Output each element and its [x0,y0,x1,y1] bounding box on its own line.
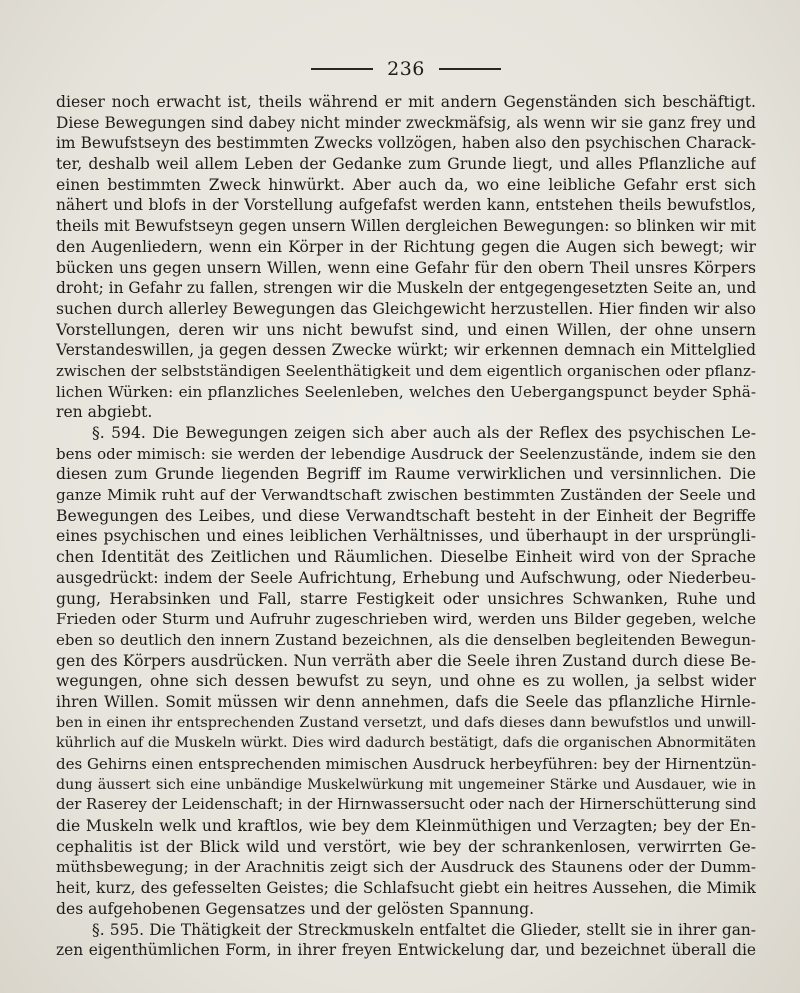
text-line: lichen Würken: ein pflanzliches Seelenleben, welches den Uebergangspunct beyder Sphä- [56,382,756,401]
text-line: heit, kurz, des gefesselten Geistes; die Schlafsucht giebt ein heitres Aussehen, die Mimik [56,879,756,898]
text-line: ter, deshalb weil allem Leben der Gedanke zum Grunde liegt, und alles Pflanzliche auf [56,155,756,174]
text-line: kührlich auf die Muskeln würkt. Dies wird dadurch bestätigt, dafs die organischen Abnormitäten [56,735,756,752]
text-line: Diese Bewegungen sind dabey nicht minder zweckmäfsig, als wenn wir sie ganz frey und [56,113,756,132]
text-line: eben so deutlich den innern Zustand bezeichnen, als die denselben begleitenden Bewegun- [56,630,756,649]
text-line: zen eigenthümlichen Form, in ihrer freyen Entwickelung dar, und bezeichnet überall die [56,941,756,960]
text-line: einen bestimmten Zweck hinwürkt. Aber auch da, wo eine leibliche Gefahr erst sich [56,175,756,194]
text-line: die Muskeln welk und kraftlos, wie bey dem Kleinmüthigen und Verzagten; bey der En- [56,817,756,836]
text-line: theils mit Bewufstseyn gegen unsern Willen dergleichen Bewegungen: so blinken wir mit [56,217,756,236]
text-line: eines psychischen und eines leiblichen Verhältnisses, und überhaupt in der ursprüngli- [56,527,756,546]
text-line: chen Identität des Zeitlichen und Räumlichen. Dieselbe Einheit wird von der Sprache [56,548,756,567]
header-rule-right [439,68,501,70]
text-line: diesen zum Grunde liegenden Begriff im Raume verwirklichen und versinnlichen. Die [56,465,756,484]
text-line: im Bewufstseyn des bestimmten Zwecks vollzögen, haben also den psychischen Charack- [56,134,756,153]
text-line: §. 595. Die Thätigkeit der Streckmuskeln entfaltet die Glieder, stellt sie in ihrer gan- [92,920,756,939]
text-line: Verstandeswillen, ja gegen dessen Zwecke würkt; wir erkennen demnach ein Mittelglied [56,341,756,360]
text-line: ren abgiebt. [56,403,153,422]
text-line: dung äussert sich eine unbändige Muskelwürkung mit ungemeiner Stärke und Ausdauer, wie in [56,776,756,793]
text-line: ihren Willen. Somit müssen wir denn annehmen, dafs die Seele das pflanzliche Hirnle- [56,692,756,711]
text-line: ben in einen ihr entsprechenden Zustand versetzt, und dafs dieses dann bewufstlos und unwill- [56,714,756,731]
text-line: dieser noch erwacht ist, theils während er mit andern Gegenständen sich beschäftigt. [56,93,756,111]
header-rule-left [311,68,373,70]
text-line: gen des Körpers ausdrücken. Nun verräth aber die Seele ihren Zustand durch diese Be- [56,651,756,670]
text-line: des Gehirns einen entsprechenden mimischen Ausdruck herbeyführen: bey der Hirnentzün- [56,755,756,773]
text-line: ausgedrückt: indem der Seele Aufrichtung, Erhebung und Aufschwung, oder Niederbeu- [56,568,756,587]
page-number: 236 [387,58,425,80]
text-line: des aufgehobenen Gegensatzes und der gelösten Spannung. [56,899,535,918]
text-line: der Raserey der Leidenschaft; in der Hirnwassersucht oder nach der Hirnerschütterung sind [56,796,756,814]
text-line: nähert und blofs in der Vorstellung aufgefafst werden kann, entstehen theils bewufstlos, [56,196,756,215]
text-line: zwischen der selbstständigen Seelenthätigkeit und dem eigentlich organischen oder pflanz- [56,361,756,380]
text-line: §. 594. Die Bewegungen zeigen sich aber auch als der Reflex des psychischen Le- [92,424,756,442]
text-line: droht; in Gefahr zu fallen, strengen wir die Muskeln der entgegengesetzten Seite an, und [56,279,756,298]
text-line: ganze Mimik ruht auf der Verwandtschaft zwischen bestimmten Zuständen der Seele und [56,486,756,505]
text-line: den Augenliedern, wenn ein Körper in der Richtung gegen die Augen sich bewegt; wir [56,237,756,256]
text-line: cephalitis ist der Blick wild und verstört, wie bey der schrankenlosen, verwirrten Ge- [56,837,756,856]
text-line: bens oder mimisch: sie werden der lebendige Ausdruck der Seelenzustände, indem sie den [56,444,756,463]
text-line: Vorstellungen, deren wir uns nicht bewufst sind, und einen Willen, der ohne unsern [56,320,756,339]
text-line: suchen durch allerley Bewegungen das Gleichgewicht herzustellen. Hier finden wir also [56,299,756,318]
text-line: Frieden oder Sturm und Aufruhr zugeschrieben wird, werden uns Bilder gegeben, welche [56,610,756,629]
text-line: wegungen, ohne sich dessen bewufst zu seyn, und ohne es zu wollen, ja selbst wider [56,672,756,691]
body-text [56,92,756,992]
text-line: bücken uns gegen unsern Willen, wenn eine Gefahr für den obern Theil unsres Körpers [56,258,756,277]
text-line: Bewegungen des Leibes, und diese Verwandtschaft besteht in der Einheit der Begriffe [56,506,756,525]
text-line: gung, Herabsinken und Fall, starre Festigkeit oder unsichres Schwanken, Ruhe und [56,589,756,608]
page-header [56,52,756,86]
text-line: müthsbewegung; in der Arachnitis zeigt sich der Ausdruck des Staunens oder der Dumm- [56,858,756,877]
